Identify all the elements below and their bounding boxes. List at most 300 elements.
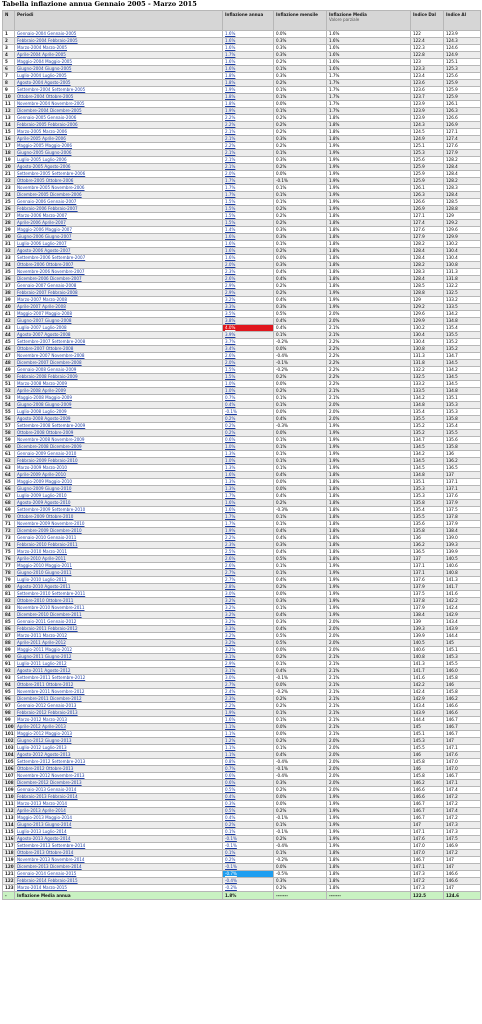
row-annual bbox=[223, 731, 274, 738]
period-link[interactable]: Giugno-2011 Giugno-2012 bbox=[17, 654, 72, 659]
period-link[interactable]: Dicembre-2006 Dicembre-2007 bbox=[17, 276, 82, 281]
annual-link[interactable]: 1.3% bbox=[225, 451, 236, 456]
annual-link[interactable]: 2.9% bbox=[225, 283, 236, 288]
period-link[interactable]: Ottobre-2008 Ottobre-2009 bbox=[17, 430, 74, 435]
row-monthly: 0.2% bbox=[274, 654, 327, 661]
period-link[interactable]: Agosto-2006 Agosto-2007 bbox=[17, 248, 71, 253]
annual-link[interactable]: 2.1% bbox=[225, 157, 236, 162]
annual-link[interactable]: 2.2% bbox=[225, 122, 236, 127]
period-link[interactable]: Febbraio-2011 Febbraio-2012 bbox=[17, 626, 78, 631]
period-link[interactable]: Maggio-2011 Maggio-2012 bbox=[17, 647, 73, 652]
row-period bbox=[15, 164, 223, 171]
row-monthly: 0.2% bbox=[274, 836, 327, 843]
period-link[interactable]: Febbraio-2014 Febbraio-2015 bbox=[17, 878, 78, 883]
period-link[interactable]: Luglio-2012 Luglio-2013 bbox=[17, 745, 67, 750]
row-number: 12 bbox=[3, 108, 15, 115]
period-link[interactable]: Settembre-2012 Settembre-2013 bbox=[17, 759, 86, 764]
period-link[interactable]: Novembre-2008 Novembre-2009 bbox=[17, 437, 85, 442]
period-link[interactable]: Ottobre-2006 Ottobre-2007 bbox=[17, 262, 74, 267]
annual-link[interactable]: 2.2% bbox=[225, 535, 236, 540]
period-link[interactable]: Settembre-2004 Settembre-2005 bbox=[17, 87, 86, 92]
annual-link[interactable]: 1.0% bbox=[225, 388, 236, 393]
period-link[interactable]: Gennaio-2009 Gennaio-2010 bbox=[17, 451, 77, 456]
annual-link[interactable]: 0.2% bbox=[225, 423, 236, 428]
period-link[interactable]: Gennaio-2012 Gennaio-2013 bbox=[17, 703, 77, 708]
annual-link[interactable]: 0.4% bbox=[225, 402, 236, 407]
annual-link[interactable]: 2.9% bbox=[225, 661, 236, 666]
row-average: 1.7% bbox=[327, 73, 411, 80]
period-link[interactable]: Agosto-2008 Agosto-2009 bbox=[17, 416, 71, 421]
annual-link[interactable]: 1.5% bbox=[225, 213, 236, 218]
annual-link[interactable]: 0.6% bbox=[225, 773, 236, 778]
annual-link[interactable]: 2.1% bbox=[225, 150, 236, 155]
annual-link[interactable]: 0.5% bbox=[225, 787, 236, 792]
annual-link[interactable]: 1.7% bbox=[225, 178, 236, 183]
annual-link[interactable]: 1.2% bbox=[225, 738, 236, 743]
period-link[interactable]: Novembre-2005 Novembre-2006 bbox=[17, 185, 85, 190]
annual-link[interactable]: 3.0% bbox=[225, 591, 236, 596]
annual-link[interactable]: 1.9% bbox=[225, 108, 236, 113]
row-index-from: 137.6 bbox=[411, 577, 444, 584]
annual-link[interactable]: 1.1% bbox=[225, 731, 236, 736]
annual-link[interactable]: 2.5% bbox=[225, 549, 236, 554]
period-link[interactable]: Gennaio-2013 Gennaio-2014 bbox=[17, 787, 77, 792]
row-monthly: 0.1% bbox=[274, 570, 327, 577]
row-monthly: 0.1% bbox=[274, 150, 327, 157]
annual-link[interactable]: 2.3% bbox=[225, 696, 236, 701]
period-link[interactable]: Settembre-2006 Settembre-2007 bbox=[17, 255, 86, 260]
period-link[interactable]: Ottobre-2013 Ottobre-2014 bbox=[17, 850, 74, 855]
annual-link[interactable]: 1.6% bbox=[225, 38, 236, 43]
period-link[interactable]: Marzo-2005 Marzo-2006 bbox=[17, 129, 67, 134]
annual-link[interactable]: 0.2% bbox=[225, 416, 236, 421]
annual-link[interactable]: 1.5% bbox=[225, 220, 236, 225]
period-link[interactable]: Settembre-2011 Settembre-2012 bbox=[17, 675, 86, 680]
annual-link[interactable]: 1.7% bbox=[225, 192, 236, 197]
annual-link[interactable]: 1.3% bbox=[225, 486, 236, 491]
annual-link[interactable]: 3.9% bbox=[225, 332, 236, 337]
period-link[interactable]: Gennaio-2006 Gennaio-2007 bbox=[17, 199, 77, 204]
period-link[interactable]: Novembre-2007 Novembre-2008 bbox=[17, 353, 85, 358]
annual-link[interactable]: 2.7% bbox=[225, 570, 236, 575]
row-annual bbox=[223, 885, 274, 892]
annual-link[interactable]: 2.0% bbox=[225, 262, 236, 267]
period-link[interactable]: Dicembre-2013 Dicembre-2014 bbox=[17, 864, 82, 869]
period-link[interactable]: Settembre-2013 Settembre-2014 bbox=[17, 843, 86, 848]
period-link[interactable]: Dicembre-2012 Dicembre-2013 bbox=[17, 780, 82, 785]
annual-link[interactable]: 2.6% bbox=[225, 556, 236, 561]
table-row bbox=[3, 843, 481, 850]
annual-link[interactable]: 3.1% bbox=[225, 668, 236, 673]
period-link[interactable]: Marzo-2008 Marzo-2009 bbox=[17, 381, 67, 386]
annual-link[interactable]: 1.5% bbox=[225, 374, 236, 379]
period-link[interactable]: Aprile-2004 Aprile-2005 bbox=[17, 52, 66, 57]
period-link[interactable]: Marzo-2007 Marzo-2008 bbox=[17, 297, 67, 302]
row-monthly: 0.0% bbox=[274, 430, 327, 437]
period-link[interactable]: Novembre-2010 Novembre-2011 bbox=[17, 605, 85, 610]
annual-link[interactable]: -0.1% bbox=[225, 843, 237, 848]
period-link[interactable]: Giugno-2013 Giugno-2014 bbox=[17, 822, 72, 827]
annual-link[interactable]: 0.3% bbox=[225, 801, 236, 806]
period-link[interactable]: Settembre-2007 Settembre-2008 bbox=[17, 339, 86, 344]
row-index-from: 126.9 bbox=[411, 206, 444, 213]
period-link[interactable]: Giugno-2006 Giugno-2007 bbox=[17, 234, 72, 239]
period-link[interactable]: Maggio-2013 Maggio-2014 bbox=[17, 815, 73, 820]
annual-link[interactable]: 0.5% bbox=[225, 808, 236, 813]
annual-link[interactable]: 2.2% bbox=[225, 115, 236, 120]
annual-link[interactable]: 2.1% bbox=[225, 164, 236, 169]
annual-link[interactable]: 1.6% bbox=[225, 472, 236, 477]
period-link[interactable]: Marzo-2011 Marzo-2012 bbox=[17, 633, 67, 638]
annual-link[interactable]: 2.1% bbox=[225, 136, 236, 141]
period-link[interactable]: Aprile-2011 Aprile-2012 bbox=[17, 640, 66, 645]
period-link[interactable]: Novembre-2009 Novembre-2010 bbox=[17, 521, 85, 526]
row-index-to: 147 bbox=[444, 857, 481, 864]
annual-link[interactable]: 0.8% bbox=[225, 759, 236, 764]
annual-link[interactable]: 2.1% bbox=[225, 129, 236, 134]
annual-link[interactable]: 1.6% bbox=[225, 255, 236, 260]
period-link[interactable]: Marzo-2012 Marzo-2013 bbox=[17, 717, 67, 722]
period-link[interactable]: Marzo-2006 Marzo-2007 bbox=[17, 213, 67, 218]
period-link[interactable]: Novembre-2013 Novembre-2014 bbox=[17, 857, 85, 862]
period-link[interactable]: Aprile-2012 Aprile-2013 bbox=[17, 724, 66, 729]
period-link[interactable]: Luglio-2004 Luglio-2005 bbox=[17, 73, 67, 78]
annual-link[interactable]: 1.0% bbox=[225, 444, 236, 449]
row-period bbox=[15, 353, 223, 360]
annual-link[interactable]: -0.1% bbox=[225, 836, 237, 841]
annual-link[interactable]: 1.6% bbox=[225, 66, 236, 71]
period-link[interactable]: Febbraio-2004 Febbraio-2005 bbox=[17, 38, 78, 43]
period-link[interactable]: Agosto-2009 Agosto-2010 bbox=[17, 500, 71, 505]
table-row bbox=[3, 850, 481, 857]
period-link[interactable]: Luglio-2010 Luglio-2011 bbox=[17, 577, 67, 582]
period-link[interactable]: Ottobre-2010 Ottobre-2011 bbox=[17, 598, 74, 603]
annual-link[interactable]: 3.0% bbox=[225, 675, 236, 680]
period-link[interactable]: Maggio-2012 Maggio-2013 bbox=[17, 731, 73, 736]
period-link[interactable]: Agosto-2004 Agosto-2005 bbox=[17, 80, 71, 85]
period-link[interactable]: Febbraio-2010 Febbraio-2011 bbox=[17, 542, 78, 547]
period-link[interactable]: Gennaio-2007 Gennaio-2008 bbox=[17, 283, 77, 288]
annual-link[interactable]: 0.2% bbox=[225, 430, 236, 435]
row-average: 2.0% bbox=[327, 647, 411, 654]
period-link[interactable]: Maggio-2008 Maggio-2009 bbox=[17, 395, 73, 400]
row-number: 83 bbox=[3, 605, 15, 612]
annual-link[interactable]: 3.2% bbox=[225, 605, 236, 610]
period-link[interactable]: Giugno-2004 Giugno-2005 bbox=[17, 66, 72, 71]
period-link[interactable]: Luglio-2009 Luglio-2010 bbox=[17, 493, 67, 498]
period-link[interactable]: Dicembre-2007 Dicembre-2008 bbox=[17, 360, 82, 365]
annual-link[interactable]: 1.8% bbox=[225, 80, 236, 85]
annual-link[interactable]: 0.6% bbox=[225, 780, 236, 785]
period-link[interactable]: Gennaio-2005 Gennaio-2006 bbox=[17, 115, 77, 120]
period-link[interactable]: Marzo-2009 Marzo-2010 bbox=[17, 465, 67, 470]
row-period bbox=[15, 696, 223, 703]
header-media-label: Inflazione Media bbox=[329, 12, 367, 17]
period-link[interactable]: Novembre-2006 Novembre-2007 bbox=[17, 269, 85, 274]
annual-link[interactable]: 0.4% bbox=[225, 794, 236, 799]
period-link[interactable]: Aprile-2013 Aprile-2014 bbox=[17, 808, 66, 813]
period-link[interactable]: Agosto-2013 Agosto-2014 bbox=[17, 836, 71, 841]
table-row bbox=[3, 94, 481, 101]
annual-link[interactable]: 1.6% bbox=[225, 248, 236, 253]
annual-link[interactable]: 1.4% bbox=[225, 227, 236, 232]
annual-link[interactable]: 1.7% bbox=[225, 514, 236, 519]
row-index-from: 137.1 bbox=[411, 563, 444, 570]
row-average: 1.9% bbox=[327, 178, 411, 185]
annual-link[interactable]: 3.7% bbox=[225, 339, 236, 344]
period-link[interactable]: Ottobre-2012 Ottobre-2013 bbox=[17, 766, 74, 771]
annual-link[interactable]: 2.6% bbox=[225, 276, 236, 281]
annual-link[interactable]: 1.6% bbox=[225, 500, 236, 505]
period-link[interactable]: Settembre-2009 Settembre-2010 bbox=[17, 507, 86, 512]
annual-link[interactable]: 0.1% bbox=[225, 829, 236, 834]
annual-link[interactable]: 2.6% bbox=[225, 563, 236, 568]
period-link[interactable]: Marzo-2010 Marzo-2011 bbox=[17, 549, 67, 554]
period-link[interactable]: Febbraio-2007 Febbraio-2008 bbox=[17, 290, 78, 295]
period-link[interactable]: Giugno-2009 Giugno-2010 bbox=[17, 486, 72, 491]
period-link[interactable]: Gennaio-2014 Gennaio-2015 bbox=[17, 871, 77, 876]
row-number: 62 bbox=[3, 458, 15, 465]
annual-link[interactable]: 1.6% bbox=[225, 241, 236, 246]
period-link[interactable]: Giugno-2010 Giugno-2011 bbox=[17, 570, 72, 575]
period-link[interactable]: Aprile-2010 Aprile-2011 bbox=[17, 556, 66, 561]
period-link[interactable]: Giugno-2005 Giugno-2006 bbox=[17, 150, 72, 155]
period-link[interactable]: Agosto-2005 Agosto-2006 bbox=[17, 164, 71, 169]
annual-link[interactable]: 1.1% bbox=[225, 752, 236, 757]
annual-link[interactable]: 1.9% bbox=[225, 710, 236, 715]
annual-link[interactable]: 1.6% bbox=[225, 59, 236, 64]
annual-link[interactable]: 2.0% bbox=[225, 360, 236, 365]
row-annual bbox=[223, 486, 274, 493]
annual-link[interactable]: 0.4% bbox=[225, 815, 236, 820]
annual-link[interactable]: 2.8% bbox=[225, 584, 236, 589]
period-link[interactable]: Maggio-2005 Maggio-2006 bbox=[17, 143, 73, 148]
row-average: 2.2% bbox=[327, 374, 411, 381]
period-link[interactable]: Giugno-2008 Giugno-2009 bbox=[17, 402, 72, 407]
period-link[interactable]: Novembre-2012 Novembre-2013 bbox=[17, 773, 85, 778]
period-link[interactable]: Settembre-2010 Settembre-2011 bbox=[17, 591, 86, 596]
period-link[interactable]: Febbraio-2013 Febbraio-2014 bbox=[17, 794, 78, 799]
row-monthly: -0.1% bbox=[274, 815, 327, 822]
period-link[interactable]: Luglio-2013 Luglio-2014 bbox=[17, 829, 67, 834]
annual-link[interactable]: 1.8% bbox=[225, 101, 236, 106]
annual-link[interactable]: 1.7% bbox=[225, 52, 236, 57]
row-period bbox=[15, 87, 223, 94]
period-link[interactable]: Agosto-2007 Agosto-2008 bbox=[17, 332, 71, 337]
period-link[interactable]: Dicembre-2008 Dicembre-2009 bbox=[17, 444, 82, 449]
period-link[interactable]: Luglio-2007 Luglio-2008 bbox=[17, 325, 67, 330]
period-link[interactable]: Ottobre-2004 Ottobre-2005 bbox=[17, 94, 74, 99]
period-link[interactable]: Febbraio-2008 Febbraio-2009 bbox=[17, 374, 78, 379]
row-index-to: 147.2 bbox=[444, 815, 481, 822]
table-row bbox=[3, 192, 481, 199]
period-link[interactable]: Marzo-2013 Marzo-2014 bbox=[17, 801, 67, 806]
row-average: 1.9% bbox=[327, 801, 411, 808]
table-row bbox=[3, 836, 481, 843]
row-index-from: 131.8 bbox=[411, 360, 444, 367]
annual-link[interactable]: 3.2% bbox=[225, 612, 236, 617]
period-link[interactable]: Aprile-2009 Aprile-2010 bbox=[17, 472, 66, 477]
annual-link[interactable]: 1.3% bbox=[225, 465, 236, 470]
table-row bbox=[3, 612, 481, 619]
row-monthly: 0.1% bbox=[274, 395, 327, 402]
row-average: 1.7% bbox=[327, 108, 411, 115]
period-link[interactable]: Novembre-2004 Novembre-2005 bbox=[17, 101, 85, 106]
annual-link[interactable]: 0.1% bbox=[225, 850, 236, 855]
row-index-from: 129.2 bbox=[411, 304, 444, 311]
period-link[interactable]: Luglio-2011 Luglio-2012 bbox=[17, 661, 67, 666]
annual-link[interactable]: 2.6% bbox=[225, 353, 236, 358]
period-link[interactable]: Maggio-2004 Maggio-2005 bbox=[17, 59, 73, 64]
annual-link[interactable]: 3.3% bbox=[225, 626, 236, 631]
annual-link[interactable]: 0.2% bbox=[225, 857, 236, 862]
period-link[interactable]: Febbraio-2009 Febbraio-2010 bbox=[17, 458, 78, 463]
annual-link[interactable]: 1.1% bbox=[225, 724, 236, 729]
annual-link[interactable]: 3.8% bbox=[225, 318, 236, 323]
period-link[interactable]: Settembre-2005 Settembre-2006 bbox=[17, 171, 86, 176]
annual-link[interactable]: 1.9% bbox=[225, 87, 236, 92]
period-link[interactable]: Ottobre-2011 Ottobre-2012 bbox=[17, 682, 74, 687]
annual-link[interactable]: 2.2% bbox=[225, 703, 236, 708]
annual-link[interactable]: 3.1% bbox=[225, 654, 236, 659]
annual-link[interactable]: 1.5% bbox=[225, 367, 236, 372]
period-link[interactable]: Febbraio-2006 Febbraio-2007 bbox=[17, 206, 78, 211]
annual-link[interactable]: 1.6% bbox=[225, 45, 236, 50]
annual-link[interactable]: 0.6% bbox=[225, 437, 236, 442]
period-link[interactable]: Giugno-2007 Giugno-2008 bbox=[17, 318, 72, 323]
annual-link[interactable]: -0.1% bbox=[225, 864, 237, 869]
annual-link[interactable]: 2.0% bbox=[225, 171, 236, 176]
annual-link[interactable]: 0.7% bbox=[225, 766, 236, 771]
annual-link[interactable]: -0.4% bbox=[225, 878, 237, 883]
period-link[interactable]: Luglio-2006 Luglio-2007 bbox=[17, 241, 67, 246]
annual-link[interactable]: 1.5% bbox=[225, 206, 236, 211]
annual-link[interactable]: 3.4% bbox=[225, 346, 236, 351]
period-link[interactable]: Aprile-2006 Aprile-2007 bbox=[17, 220, 66, 225]
annual-link[interactable]: 1.5% bbox=[225, 199, 236, 204]
annual-link[interactable]: 1.6% bbox=[225, 234, 236, 239]
period-link[interactable]: Aprile-2005 Aprile-2006 bbox=[17, 136, 66, 141]
annual-link[interactable]: 3.2% bbox=[225, 640, 236, 645]
annual-link[interactable]: 2.3% bbox=[225, 269, 236, 274]
period-link[interactable]: Maggio-2006 Maggio-2007 bbox=[17, 227, 73, 232]
annual-link[interactable]: 2.7% bbox=[225, 682, 236, 687]
annual-link[interactable]: 1.6% bbox=[225, 507, 236, 512]
period-link[interactable]: Febbraio-2005 Febbraio-2006 bbox=[17, 122, 78, 127]
row-average: 1.8% bbox=[327, 850, 411, 857]
annual-link[interactable]: 4.0% bbox=[225, 325, 236, 330]
annual-link[interactable]: 3.2% bbox=[225, 633, 236, 638]
period-link[interactable]: Gennaio-2010 Gennaio-2011 bbox=[17, 535, 77, 540]
annual-link[interactable]: 1.8% bbox=[225, 94, 236, 99]
row-monthly: 0.4% bbox=[274, 752, 327, 759]
annual-link[interactable]: -0.2% bbox=[225, 885, 237, 890]
period-link[interactable]: Agosto-2010 Agosto-2011 bbox=[17, 584, 71, 589]
period-link[interactable]: Aprile-2007 Aprile-2008 bbox=[17, 304, 66, 309]
annual-link[interactable]: -0.7% bbox=[225, 871, 237, 876]
annual-link[interactable]: 1.0% bbox=[225, 458, 236, 463]
row-period bbox=[15, 815, 223, 822]
period-link[interactable]: Aprile-2008 Aprile-2009 bbox=[17, 388, 66, 393]
row-index-to: 136 bbox=[444, 451, 481, 458]
annual-link[interactable]: 2.4% bbox=[225, 689, 236, 694]
period-link[interactable]: Maggio-2009 Maggio-2010 bbox=[17, 479, 73, 484]
row-average: 1.8% bbox=[327, 227, 411, 234]
annual-link[interactable]: 3.2% bbox=[225, 598, 236, 603]
row-number: 77 bbox=[3, 563, 15, 570]
row-average: 1.9% bbox=[327, 157, 411, 164]
period-link[interactable]: Marzo-2004 Marzo-2005 bbox=[17, 45, 67, 50]
annual-link[interactable]: 3.3% bbox=[225, 304, 236, 309]
period-link[interactable]: Marzo-2014 Marzo-2015 bbox=[17, 885, 67, 890]
annual-link[interactable]: 2.7% bbox=[225, 577, 236, 582]
row-index-from: 131.3 bbox=[411, 353, 444, 360]
annual-link[interactable]: 1.8% bbox=[225, 73, 236, 78]
annual-link[interactable]: 1.7% bbox=[225, 493, 236, 498]
period-link[interactable]: Gennaio-2011 Gennaio-2012 bbox=[17, 619, 77, 624]
annual-link[interactable]: 2.2% bbox=[225, 143, 236, 148]
period-link[interactable]: Maggio-2007 Maggio-2008 bbox=[17, 311, 73, 316]
annual-link[interactable]: 1.6% bbox=[225, 31, 236, 36]
period-link[interactable]: Dicembre-2010 Dicembre-2011 bbox=[17, 612, 82, 617]
row-index-from: 135.8 bbox=[411, 500, 444, 507]
period-link[interactable]: Novembre-2011 Novembre-2012 bbox=[17, 689, 85, 694]
period-link[interactable]: Gennaio-2004 Gennaio-2005 bbox=[17, 31, 77, 36]
annual-link[interactable]: 3.2% bbox=[225, 647, 236, 652]
period-link[interactable]: Settembre-2008 Settembre-2009 bbox=[17, 423, 86, 428]
period-link[interactable]: Agosto-2012 Agosto-2013 bbox=[17, 752, 71, 757]
period-link[interactable]: Luglio-2008 Luglio-2009 bbox=[17, 409, 67, 414]
period-link[interactable]: Dicembre-2009 Dicembre-2010 bbox=[17, 528, 82, 533]
period-link[interactable]: Dicembre-2005 Dicembre-2006 bbox=[17, 192, 82, 197]
table-row bbox=[3, 605, 481, 612]
row-average: 1.8% bbox=[327, 885, 411, 892]
annual-link[interactable]: -0.1% bbox=[225, 409, 237, 414]
annual-link[interactable]: 1.9% bbox=[225, 528, 236, 533]
row-number: 29 bbox=[3, 227, 15, 234]
period-link[interactable]: Dicembre-2011 Dicembre-2012 bbox=[17, 696, 82, 701]
annual-link[interactable]: 3.2% bbox=[225, 297, 236, 302]
period-link[interactable]: Luglio-2005 Luglio-2006 bbox=[17, 157, 67, 162]
annual-link[interactable]: 1.6% bbox=[225, 717, 236, 722]
annual-link[interactable]: 1.0% bbox=[225, 381, 236, 386]
annual-link[interactable]: 1.3% bbox=[225, 479, 236, 484]
period-link[interactable]: Ottobre-2005 Ottobre-2006 bbox=[17, 178, 74, 183]
period-link[interactable]: Giugno-2012 Giugno-2013 bbox=[17, 738, 72, 743]
row-monthly: -0.2% bbox=[274, 339, 327, 346]
period-link[interactable]: Febbraio-2012 Febbraio-2013 bbox=[17, 710, 78, 715]
period-link[interactable]: Agosto-2011 Agosto-2012 bbox=[17, 668, 71, 673]
period-link[interactable]: Dicembre-2004 Dicembre-2005 bbox=[17, 108, 82, 113]
annual-link[interactable]: 0.2% bbox=[225, 822, 236, 827]
period-link[interactable]: Ottobre-2009 Ottobre-2010 bbox=[17, 514, 74, 519]
row-annual bbox=[223, 234, 274, 241]
annual-link[interactable]: 1.7% bbox=[225, 521, 236, 526]
annual-link[interactable]: 3.2% bbox=[225, 619, 236, 624]
annual-link[interactable]: 1.1% bbox=[225, 745, 236, 750]
row-average: 1.9% bbox=[327, 570, 411, 577]
period-link[interactable]: Maggio-2010 Maggio-2011 bbox=[17, 563, 73, 568]
annual-link[interactable]: 3.5% bbox=[225, 311, 236, 316]
row-index-from: 146.6 bbox=[411, 787, 444, 794]
period-link[interactable]: Ottobre-2007 Ottobre-2008 bbox=[17, 346, 74, 351]
annual-link[interactable]: 2.3% bbox=[225, 542, 236, 547]
annual-link[interactable]: 1.7% bbox=[225, 185, 236, 190]
row-period bbox=[15, 521, 223, 528]
period-link[interactable]: Gennaio-2008 Gennaio-2009 bbox=[17, 367, 77, 372]
annual-link[interactable]: 0.7% bbox=[225, 395, 236, 400]
annual-link[interactable]: 2.9% bbox=[225, 290, 236, 295]
